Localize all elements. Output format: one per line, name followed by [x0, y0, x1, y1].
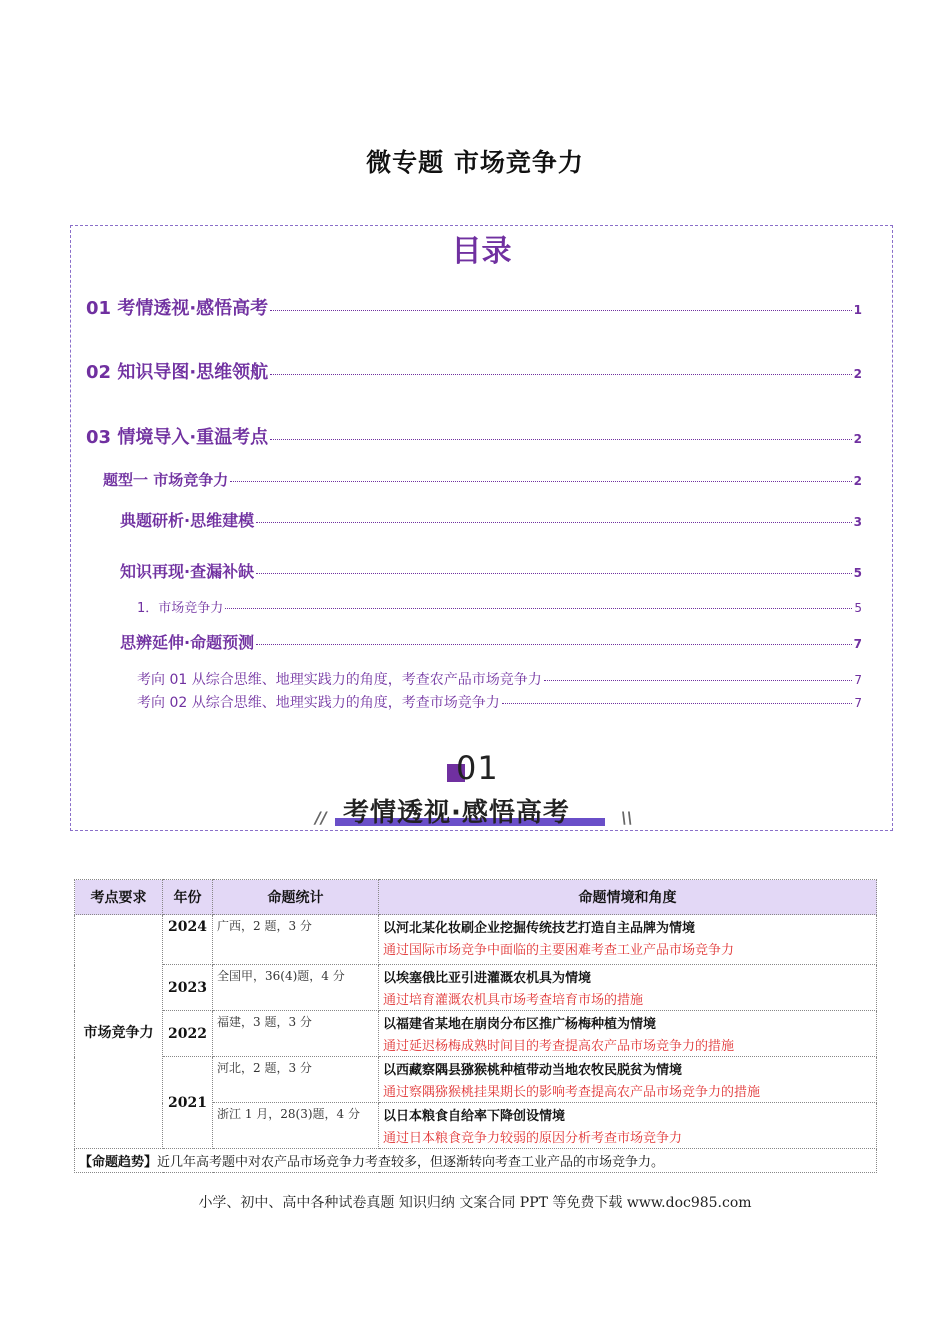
toc-leader: [256, 644, 852, 645]
toc-heading: 目录: [451, 234, 512, 269]
toc-page-number: 2: [853, 367, 862, 381]
context-cell: [379, 965, 877, 1011]
trend-text: 近几年高考题中对农产品市场竞争力考查较多，但逐渐转向考查工业产品的市场竞争力。: [157, 1155, 665, 1170]
toc-page-number: 1: [853, 303, 862, 317]
toc-entry-label: 考向 01 从综合思维、地理实践力的角度，考查农产品市场竞争力: [137, 672, 542, 688]
angle-text: 通过察隅猕猴桃挂果期长的影响考查提高农产品市场竞争力的措施: [383, 1085, 761, 1100]
trend-row: [75, 1149, 877, 1173]
context-text: 以河北某化妆刷企业挖掘传统技艺打造自主品牌为情境: [383, 921, 696, 936]
toc-entry-label: 03 情境导入·重温考点: [86, 427, 269, 448]
toc-leader: [544, 680, 853, 681]
toc-page-number: 3: [853, 515, 862, 529]
column-header: 年份: [163, 880, 213, 915]
trend-tag: 【命题趋势】: [79, 1155, 158, 1170]
toc-entry-1[interactable]: [86, 294, 862, 320]
context-cell: [379, 1103, 877, 1149]
toc-page-number: 7: [853, 637, 862, 651]
context-cell: [379, 1057, 877, 1103]
section-number: 01: [456, 749, 499, 787]
angle-text: 通过日本粮食竞争力较弱的原因分析考查市场竞争力: [383, 1131, 683, 1146]
toc-entry-6[interactable]: [120, 559, 862, 582]
context-text: 以福建省某地在崩岗分布区推广杨梅种植为情境: [383, 1017, 657, 1032]
section-slash-left: //: [315, 808, 327, 827]
context-cell: [379, 915, 877, 965]
year-cell: 2024: [163, 915, 213, 965]
toc-leader: [502, 703, 853, 704]
toc-leader: [256, 522, 852, 523]
page-title: 微专题 市场竞争力: [366, 148, 584, 177]
year-cell: 2022: [163, 1011, 213, 1057]
toc-entry-4[interactable]: [103, 469, 862, 490]
stat-cell: 广西，2 题，3 分: [213, 915, 379, 965]
toc-entry-label: 典题研析·思维建模: [120, 511, 255, 530]
toc-entry-8[interactable]: [120, 630, 862, 653]
toc-leader: [230, 481, 851, 482]
page-footer: 小学、初中、高中各种试卷真题 知识归纳 文案合同 PPT 等免费下载 www.doc985.com: [198, 1195, 752, 1211]
trend-cell: [75, 1149, 877, 1173]
context-text: 以埃塞俄比亚引进灌溉农机具为情境: [383, 971, 592, 986]
table-row: [75, 1011, 877, 1057]
toc-page-number: 5: [854, 601, 862, 615]
context-cell: [379, 1011, 877, 1057]
toc-entry-label: 考向 02 从综合思维、地理实践力的角度，考查市场竞争力: [137, 695, 500, 711]
table-header-row: [75, 880, 877, 915]
context-text: 以日本粮食自给率下降创设情境: [383, 1109, 566, 1124]
angle-text: 通过延迟杨梅成熟时间目的考查提高农产品市场竞争力的措施: [383, 1039, 735, 1054]
toc-entry-7[interactable]: [137, 597, 862, 616]
toc-page-number: 2: [853, 432, 862, 446]
toc-entry-5[interactable]: [120, 508, 862, 531]
toc-entry-10[interactable]: [137, 692, 862, 712]
stat-cell: 福建，3 题，3 分: [213, 1011, 379, 1057]
toc-leader: [256, 573, 852, 574]
context-text: 以西藏察隅县猕猴桃种植带动当地农牧民脱贫为情境: [383, 1063, 683, 1078]
year-cell: 2021: [163, 1057, 213, 1149]
toc-leader: [270, 439, 851, 440]
toc-entry-label: 思辨延伸·命题预测: [120, 633, 255, 652]
section-slash-right: \\: [621, 808, 633, 827]
toc-entry-2[interactable]: [86, 358, 862, 384]
column-header: 命题统计: [213, 880, 379, 915]
toc-entry-9[interactable]: [137, 669, 862, 689]
toc-entry-3[interactable]: [86, 423, 862, 449]
angle-text: 通过培育灌溉农机具市场考查培育市场的措施: [383, 993, 644, 1008]
table-row: [75, 965, 877, 1011]
toc-entry-label: 01 考情透视·感悟高考: [86, 298, 269, 319]
toc-entry-label: 1．市场竞争力: [137, 601, 224, 616]
year-cell: 2023: [163, 965, 213, 1011]
exam-analysis-table: [74, 879, 877, 1173]
toc-page-number: 5: [853, 566, 862, 580]
toc-leader: [270, 310, 851, 311]
angle-text: 通过国际市场竞争中面临的主要困难考查工业产品市场竞争力: [383, 943, 735, 958]
toc-page-number: 7: [854, 696, 862, 710]
column-header: 命题情境和角度: [379, 880, 877, 915]
toc-leader: [225, 608, 852, 609]
section-title: 考情透视·感悟高考: [343, 798, 570, 828]
table-of-contents: [70, 225, 893, 831]
stat-cell: 全国甲，36(4)题，4 分: [213, 965, 379, 1011]
stat-cell: 浙江 1 月，28(3)题，4 分: [213, 1103, 379, 1149]
toc-entry-label: 知识再现·查漏补缺: [120, 562, 255, 581]
table-row: [75, 1057, 877, 1103]
stat-cell: 河北，2 题，3 分: [213, 1057, 379, 1103]
toc-page-number: 2: [853, 474, 862, 488]
topic-cell: 市场竞争力: [75, 915, 163, 1149]
column-header: 考点要求: [75, 880, 163, 915]
toc-page-number: 7: [854, 673, 862, 687]
toc-leader: [270, 374, 851, 375]
toc-entry-label: 02 知识导图·思维领航: [86, 362, 269, 383]
toc-entry-label: 题型一 市场竞争力: [103, 471, 229, 489]
table-row: [75, 915, 877, 965]
